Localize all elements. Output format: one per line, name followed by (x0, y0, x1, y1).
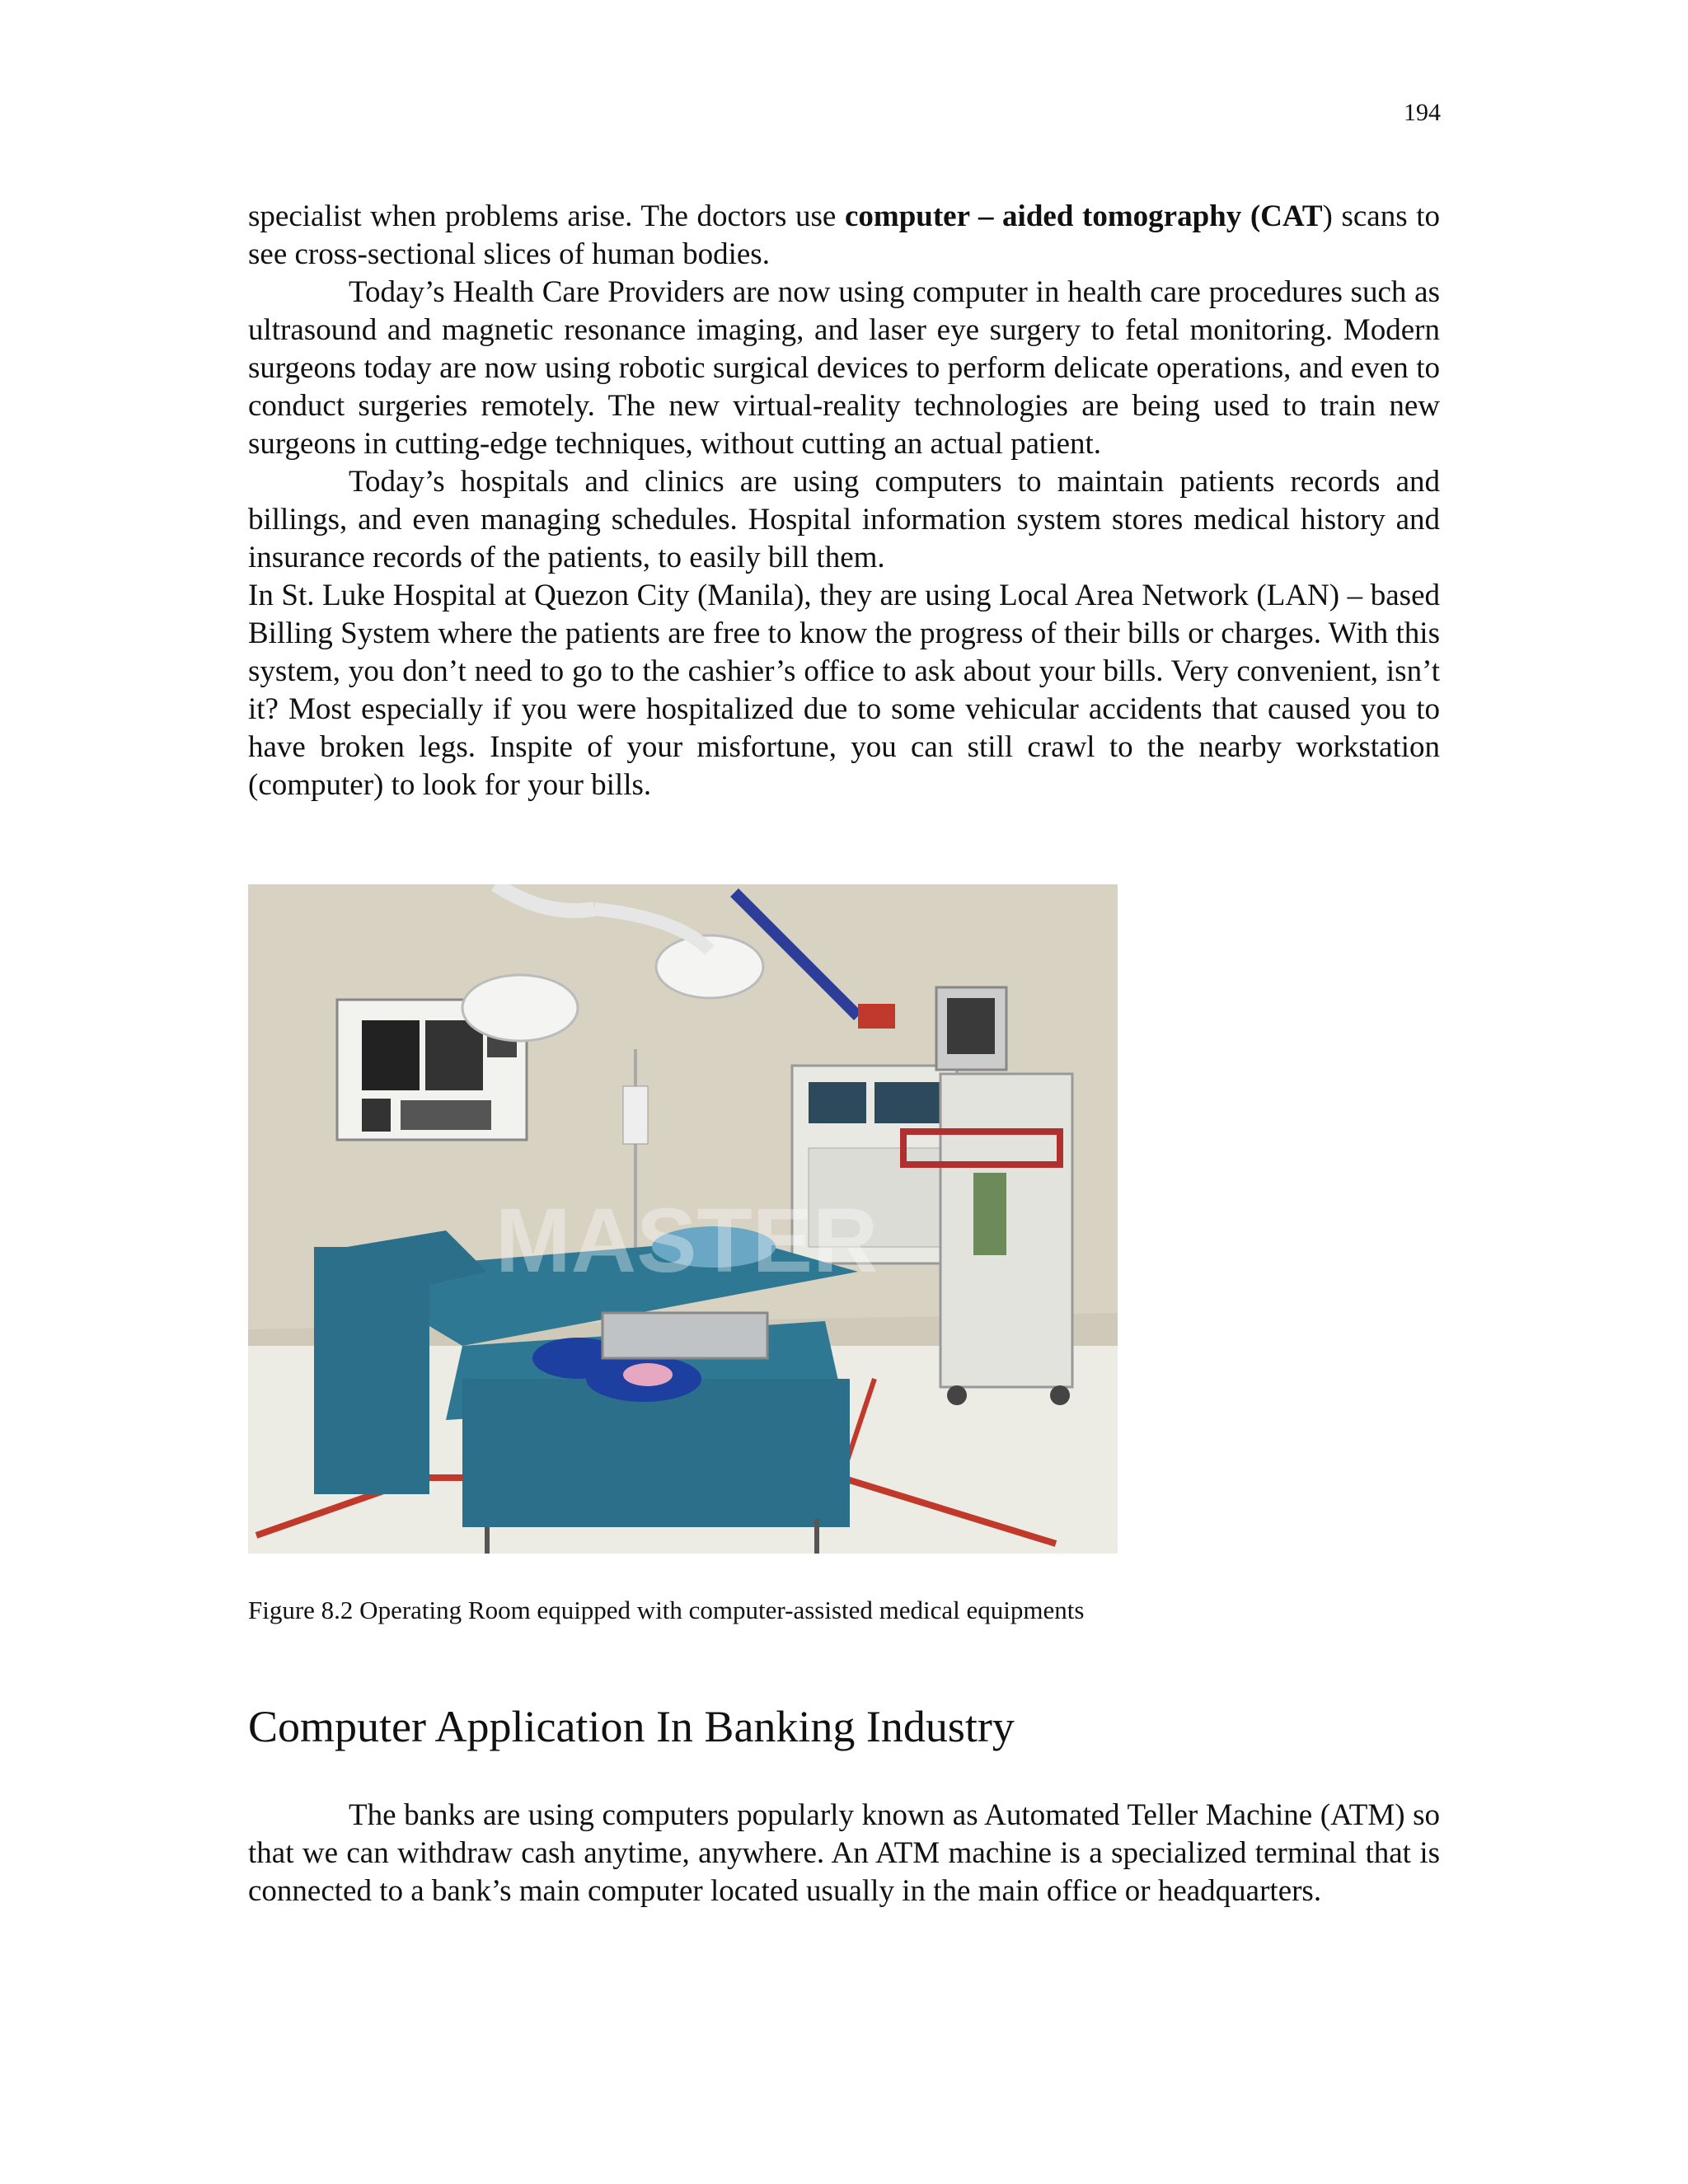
top-text-block (248, 198, 1440, 804)
paragraph-cat-scan: specialist when problems arise. The doctors use computer – aided tomography (CAT) scans to see cross-sectional slices of human bodies. (248, 199, 1440, 271)
section-heading: Computer Application In Banking Industry (248, 1702, 1015, 1751)
figure-caption: Figure 8.2 Operating Room equipped with computer-assisted medical equipments (248, 1596, 1085, 1624)
watermark-text: MASTER (495, 1190, 879, 1291)
paragraph-hospital-records: Today’s hospitals and clinics are using computers to maintain patients records and billings, and even managing schedules. Hospital information system stores medical history and insurance records of the patients, to easily bill them. (248, 465, 1440, 574)
paragraph-atm: The banks are using computers popularly known as Automated Teller Machine (ATM) so that we can withdraw cash anytime, anywhere. An ATM machine is a specialized terminal that is connected to a bank’s main computer located usually in the main office or headquarters. (248, 1798, 1440, 1908)
paragraph-health-care-providers: Today’s Health Care Providers are now using computer in health care procedures such as ultrasound and magnetic resonance imaging, and laser eye surgery to fetal monitoring. Modern surgeons today are now using robotic surgical devices to perform delicate operations, and even to conduct surgeries remotely. The new virtual-reality technologies are being used to train new surgeons in cutting-edge techniques, without cutting an actual patient. (248, 275, 1440, 461)
paragraph-st-luke-billing: In St. Luke Hospital at Quezon City (Manila), they are using Local Area Network (LAN) – based Billing System where the patients are free to know the progress of their bills or charges. With this system, you don’t need to go to the cashier’s office to ask about your bills. Very convenient, isn’t it? Most especially if you were hospitalized due to some vehicular accidents that caused you to have broken legs. Inspite of your misfortune, you can still crawl to the nearby workstation (computer) to look for your bills. (248, 579, 1440, 802)
page-number: 194 (1404, 99, 1441, 126)
cat-term: computer – aided tomography (CAT (844, 199, 1323, 233)
bottom-text-block (248, 1797, 1440, 1910)
operating-room-photo (248, 884, 1118, 1554)
operating-room-illustration (248, 884, 1118, 1554)
